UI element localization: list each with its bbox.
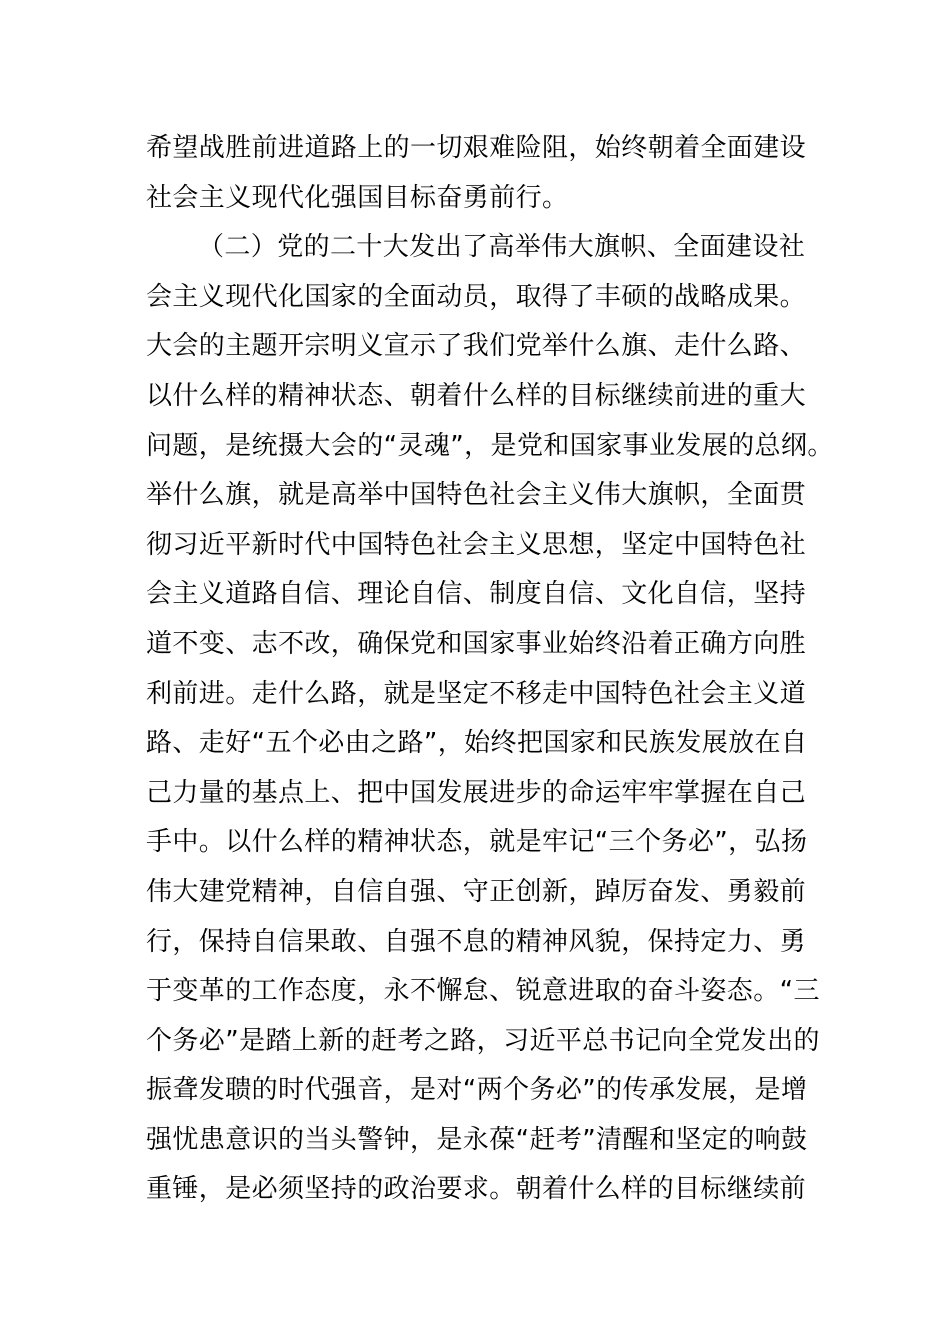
text-line: 强忧患意识的当头警钟，是永葆“赶考”清醒和坚定的响鼓: [146, 1124, 808, 1155]
text-line: 道不变、志不改，确保党和国家事业始终沿着正确方向胜: [146, 628, 807, 659]
text-line: 希望战胜前进道路上的一切艰难险阻，始终朝着全面建设: [146, 133, 807, 163]
text-line: 于变革的工作态度，永不懈怠、锐意进取的奋斗姿态。“三: [146, 976, 820, 1007]
text-line: 彻习近平新时代中国特色社会主义思想，坚定中国特色社: [146, 529, 807, 560]
text-line: 重锤，是必须坚持的政治要求。朝着什么样的目标继续前: [146, 1174, 807, 1205]
text-line: 利前进。走什么路，就是坚定不移走中国特色社会主义道: [146, 678, 807, 709]
text-line: 个务必”是踏上新的赶考之路，习近平总书记向全党发出的: [146, 1025, 820, 1056]
text-line: 己力量的基点上、把中国发展进步的命运牢牢掌握在自己: [146, 777, 807, 808]
text-line: 举什么旗，就是高举中国特色社会主义伟大旗帜，全面贯: [146, 480, 807, 511]
text-line: 以什么样的精神状态、朝着什么样的目标继续前进的重大: [146, 380, 807, 411]
text-line: 路、走好“五个必由之路”，始终把国家和民族发展放在自: [146, 728, 808, 759]
text-line: 伟大建党精神，自信自强、守正创新，踔厉奋发、勇毅前: [146, 876, 807, 907]
text-line: 行，保持自信果敢、自强不息的精神风貌，保持定力、勇: [146, 926, 807, 957]
body-text: [146, 124, 846, 1215]
text-line: 会主义道路自信、理论自信、制度自信、文化自信，坚持: [146, 579, 807, 610]
text-line: 问题，是统摄大会的“灵魂”，是党和国家事业发展的总纲。: [146, 430, 834, 461]
text-line: 会主义现代化国家的全面动员，取得了丰硕的战略成果。: [146, 281, 807, 312]
text-line: 社会主义现代化强国目标奋勇前行。: [146, 182, 569, 213]
text-line: 振聋发聩的时代强音，是对“两个务必”的传承发展，是增: [146, 1075, 808, 1106]
text-line: 大会的主题开宗明义宣示了我们党举什么旗、走什么路、: [146, 331, 807, 362]
text-line: 手中。以什么样的精神状态，就是牢记“三个务必”，弘扬: [146, 827, 808, 858]
section-heading-line: （二）党的二十大发出了高举伟大旗帜、全面建设社: [198, 232, 806, 263]
